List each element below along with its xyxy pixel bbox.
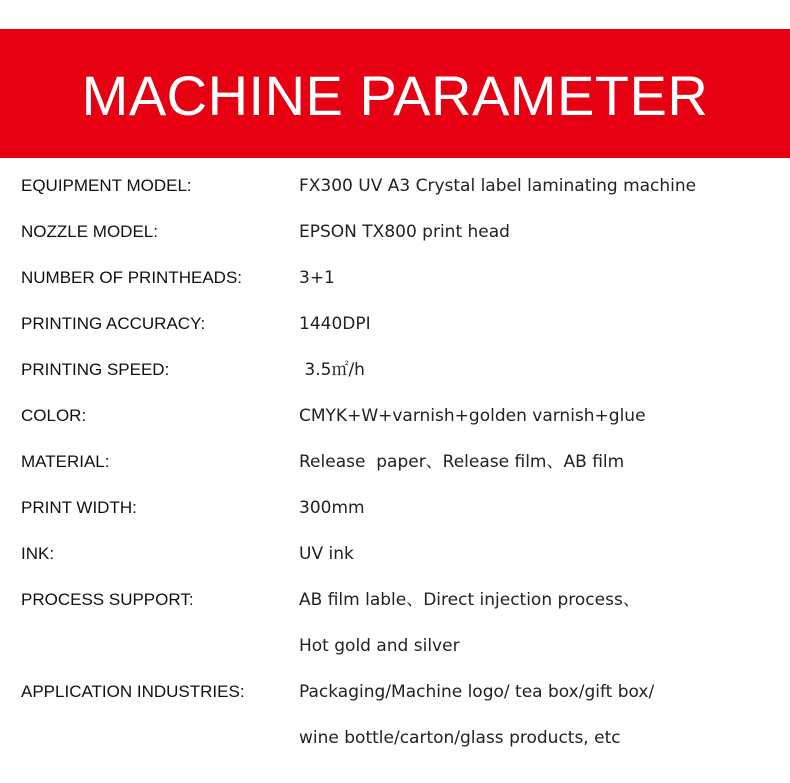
param-value: EPSON TX800 print head — [299, 222, 510, 242]
param-row-print-width — [0, 491, 790, 525]
param-label: MATERIAL: — [21, 452, 110, 471]
param-value: 300mm — [299, 498, 365, 518]
param-label: COLOR: — [21, 406, 87, 425]
param-label: APPLICATION INDUSTRIES: — [21, 682, 245, 701]
param-label: PRINTING SPEED: — [21, 360, 170, 379]
page-title: MACHINE PARAMETER — [81, 63, 709, 127]
param-row-number-of-printheads — [0, 261, 790, 295]
param-label: INK: — [21, 544, 55, 563]
param-row-process-support — [0, 583, 790, 617]
param-value: 3.5㎡/h — [299, 360, 365, 380]
param-row-application-industries — [0, 675, 790, 709]
header-banner — [0, 29, 790, 158]
param-row-printing-accuracy — [0, 307, 790, 341]
param-label: PROCESS SUPPORT: — [21, 590, 194, 609]
param-row-color — [0, 399, 790, 433]
param-row-material — [0, 445, 790, 479]
param-row-application-industries-cont — [0, 721, 790, 755]
param-value: CMYK+W+varnish+golden varnish+glue — [299, 406, 646, 426]
param-value-continued: wine bottle/carton/glass products, etc — [299, 728, 621, 748]
param-value: UV ink — [299, 544, 354, 564]
param-row-nozzle-model — [0, 215, 790, 249]
param-label: EQUIPMENT MODEL: — [21, 176, 192, 195]
param-value-continued: Hot gold and silver — [299, 636, 460, 656]
param-value: 3+1 — [299, 268, 335, 288]
param-value: FX300 UV A3 Crystal label laminating machine — [299, 176, 697, 196]
param-label: NUMBER OF PRINTHEADS: — [21, 268, 243, 287]
param-row-process-support-cont — [0, 629, 790, 663]
param-label: PRINTING ACCURACY: — [21, 314, 206, 333]
param-value: AB film lable、Direct injection process、 — [299, 590, 640, 610]
param-value: Release paper、Release film、AB film — [299, 452, 625, 472]
param-label: PRINT WIDTH: — [21, 498, 137, 517]
param-row-ink — [0, 537, 790, 571]
param-label: NOZZLE MODEL: — [21, 222, 158, 241]
param-row-printing-speed — [0, 353, 790, 387]
param-value: Packaging/Machine logo/ tea box/gift box/ — [299, 682, 655, 702]
param-value: 1440DPI — [299, 314, 371, 334]
param-row-equipment-model — [0, 169, 790, 203]
